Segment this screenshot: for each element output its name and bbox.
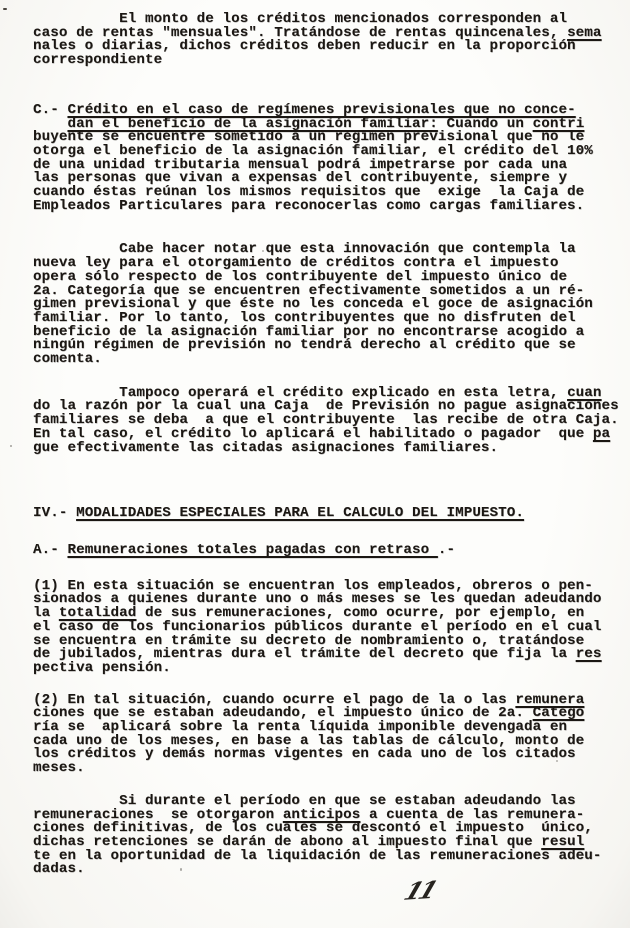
underlined-text: sema <box>567 24 602 41</box>
text-run: cuando éstas reúnan los mismos requisitos que exige la Caja de <box>33 184 585 201</box>
paragraph-tampoco-opera <box>33 384 619 456</box>
text-run: familiares se deba a que el contribuyente las recibe de otra Caja. <box>33 412 619 429</box>
document-line <box>33 762 618 776</box>
text-run: Cabe hacer notar que esta innovación que contempla la <box>33 241 576 258</box>
text-run: dadas. <box>33 861 85 878</box>
handwritten-page-number: 11 <box>400 875 440 906</box>
text-run: beneficio de la asignación familiar por no encontrarse acogido a <box>33 323 585 340</box>
underlined-text: resul <box>541 833 585 850</box>
text-run: sionados a quienes durante uno o más meses se les quedan adeudando <box>33 591 602 608</box>
document-line <box>33 439 618 456</box>
underlined-text: Remuneraciones totales pagadas con retraso <box>67 541 438 558</box>
text-run: las personas que vivan a expensas del contribuyente, siempre y <box>33 170 568 187</box>
text-run: En tal caso, el crédito lo aplicará el habilitado o pagador que <box>33 425 593 442</box>
underlined-text: dan el beneficio de la asignación familiar: <box>67 115 438 132</box>
underlined-text: res <box>575 646 602 663</box>
text-run: de sus remuneraciones, como ocurre, por ejemplo, en <box>136 605 585 622</box>
text-run: comenta. <box>33 351 102 368</box>
underlined-text: anticipos <box>282 806 361 823</box>
scan-speck <box>262 250 264 252</box>
underlined-text: totalidad <box>58 605 137 622</box>
document-line <box>33 748 618 762</box>
text-run: dichas retenciones se darán de abono al impuesto final que <box>33 833 542 850</box>
text-run: de jubilados, mientras dura el trámite del decreto que fija la <box>33 646 576 663</box>
text-run: otorga el beneficio de la asignación familiar, el crédito del 10% <box>33 142 593 159</box>
text-run: cada uno de los meses, en base a las tablas de cálculo, monto de <box>33 732 585 749</box>
text-run: te en la oportunidad de la liquidación de las remuneraciones adeu- <box>33 847 602 864</box>
document-line <box>33 197 618 214</box>
document-line <box>33 863 618 877</box>
text-run: ciones que se estaban adeudando, el impuesto único de 2a. <box>33 705 533 722</box>
underlined-text: Crédito en el caso de regímenes previsionales que no conce- <box>67 101 576 118</box>
text-run: Cuando un <box>437 115 533 132</box>
scan-speck <box>3 8 7 10</box>
text-run: ría se aplicará sobre la renta líquida imponible devengada en <box>33 719 568 736</box>
document-line <box>33 339 618 353</box>
text-run: la <box>33 605 59 622</box>
underlined-text: contri <box>532 115 585 132</box>
text-run: (2) En tal situación, cuando ocurre el pago de la o las <box>33 691 516 708</box>
text-run: C.- <box>33 101 68 118</box>
paragraph-punto-1 <box>33 577 618 676</box>
underlined-text: Catego <box>532 705 585 722</box>
paragraph-heading-iv <box>33 507 618 521</box>
document-line <box>33 54 618 68</box>
text-run: Empleados Particulares para reconocerlas como cargas familiares. <box>33 197 585 214</box>
text-run: de una unidad tributaria mensual podrá impetrarse por cada una <box>33 156 568 173</box>
text-run: correspondiente <box>33 52 163 69</box>
text-run: nales o diarias, dichos créditos deben reducir en la proporción <box>33 38 576 55</box>
text-run: meses. <box>33 760 85 777</box>
text-run: a cuenta de las remunera- <box>360 806 585 823</box>
document-line <box>33 659 618 676</box>
text-run: buyente se encuentre sometido a un régimen previsional que no le <box>33 129 585 146</box>
text-run: El monto de los créditos mencionados corresponden al <box>33 11 568 27</box>
text-run: opera sólo respecto de los contribuyente del impuesto único de <box>33 268 568 285</box>
text-run: gimen previsional y que éste no les conceda el goce de asignación <box>33 296 593 313</box>
document-line <box>33 847 618 864</box>
underlined-text: MODALIDADES ESPECIALES PARA EL CALCULO DEL IMPUESTO. <box>76 505 524 522</box>
paragraph-intro <box>33 13 618 68</box>
text-run: remuneraciones se otorgaron <box>33 806 283 823</box>
text-run: los créditos y demás normas vigentes en cada uno de los citados <box>33 746 576 763</box>
text-run: ningún régimen de previsión no tendrá derecho al crédito que se <box>33 337 576 354</box>
underlined-text: pa <box>592 425 611 442</box>
text-run: nueva ley para el otorgamiento de créditos contra el impuesto <box>33 255 559 272</box>
paragraph-section-c <box>33 101 618 214</box>
text-run: caso de rentas "mensuales". Tratándose de rentas quincenales, <box>33 24 568 41</box>
scan-speck <box>556 760 558 762</box>
document-line <box>33 507 618 521</box>
text-run: familiar. Por lo tanto, los contribuyentes que no disfruten del <box>33 309 576 326</box>
document-line <box>33 541 618 558</box>
text-run: Si durante el período en que se estaban adeudando las <box>33 792 576 809</box>
text-run: (1) En esta situación se encuentran los empleados, obreros o pen- <box>33 577 593 594</box>
paragraph-nota-innovacion <box>33 243 618 366</box>
text-run: A.- <box>33 541 68 558</box>
paragraph-punto-2 <box>33 691 618 777</box>
text-run: do la razón por la cual una Caja de Previsión no pague asignaciones <box>33 398 619 415</box>
paragraph-heading-a <box>33 541 618 558</box>
document-body <box>33 13 618 877</box>
text-run: ciones definitivas, de los cuales se descontó el impuesto único, <box>33 820 593 837</box>
document-line <box>33 353 618 367</box>
text-run: 2a. Categoría que se encuentren efectivamente sometidos a un ré- <box>33 282 585 299</box>
text-run: .- <box>437 541 456 558</box>
scan-speck <box>180 868 182 871</box>
text-run: Tampoco operará el crédito explicado en esta letra, <box>33 384 568 401</box>
paragraph-anticipos <box>33 792 618 878</box>
underlined-text: remunera <box>515 691 585 708</box>
scan-speck <box>10 445 12 447</box>
text-run: gue efectivamente las citadas asignaciones familiares. <box>33 439 499 456</box>
text-run: se encuentra en trámite su decreto de nombramiento o, tratándose <box>33 632 585 649</box>
text-run: IV.- <box>33 505 77 522</box>
underlined-text: cuan <box>567 384 602 401</box>
text-run: el caso de los funcionarios públicos durante el período en el cual <box>33 618 602 635</box>
text-run: pectiva pensión. <box>33 659 171 676</box>
